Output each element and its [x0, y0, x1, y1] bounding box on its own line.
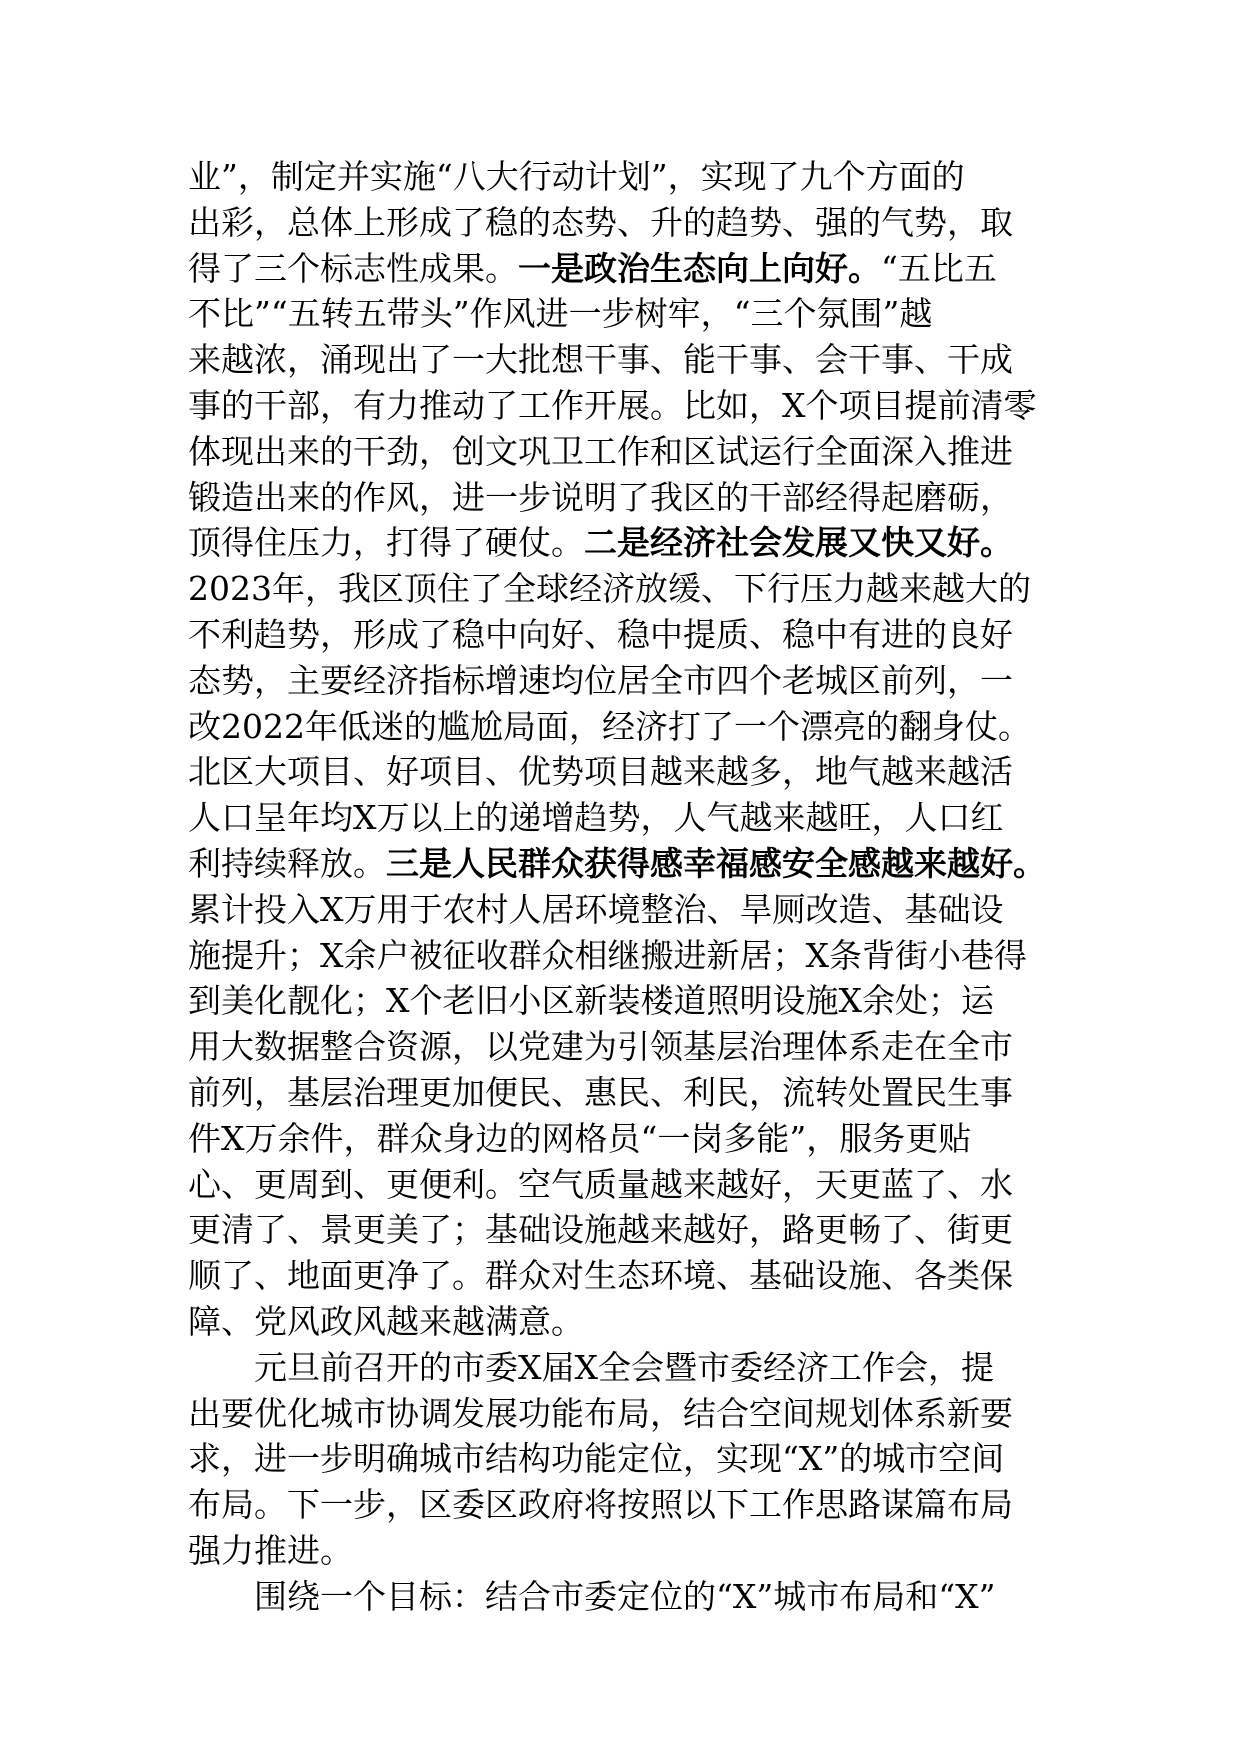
text-line — [188, 1024, 1058, 1070]
body-text-segment: 用大数据整合资源，以党建为引领基层治理体系走在全市 — [188, 1027, 1013, 1067]
body-text-segment: 元旦前召开的市委X届X全会暨市委经济工作会，提 — [254, 1347, 994, 1387]
text-line — [188, 749, 1058, 795]
bold-heading-text: 二是经济社会发展又快又好。 — [584, 523, 1013, 563]
body-text-segment: “五比五 — [881, 248, 997, 288]
text-line — [188, 887, 1058, 933]
text-line — [188, 1345, 1058, 1391]
text-line — [188, 1207, 1058, 1253]
body-text-segment: 求，进一步明确城市结构功能定位，实现“X”的城市空间 — [188, 1439, 1005, 1479]
body-text-segment: 事的干部，有力推动了工作开展。比如，X个项目提前清零 — [188, 385, 1037, 425]
text-line — [188, 978, 1058, 1024]
bold-heading-text: 三是人民群众获得感幸福感安全感越来越好。 — [386, 843, 1046, 883]
body-text-segment: 强力推进。 — [188, 1530, 353, 1570]
text-line — [188, 1528, 1058, 1574]
text-line — [188, 154, 1058, 200]
body-text-segment: 态势，主要经济指标增速均位居全市四个老城区前列，一 — [188, 660, 1013, 700]
text-line — [188, 246, 1058, 292]
text-line — [188, 658, 1058, 704]
text-line — [188, 337, 1058, 383]
text-line — [188, 291, 1058, 337]
text-line — [188, 520, 1058, 566]
text-line — [188, 1482, 1058, 1528]
text-line — [188, 612, 1058, 658]
body-text-segment: 体现出来的干劲，创文巩卫工作和区试运行全面深入推进 — [188, 431, 1013, 471]
text-line — [188, 1162, 1058, 1208]
text-line — [188, 841, 1058, 887]
body-text-segment: 不利趋势，形成了稳中向好、稳中提质、稳中有进的良好 — [188, 614, 1013, 654]
body-text-segment: 业”，制定并实施“八大行动计划”，实现了九个方面的 — [188, 157, 965, 196]
text-line — [188, 429, 1058, 475]
body-text-segment: 更清了、景更美了；基础设施越来越好，路更畅了、街更 — [188, 1210, 1013, 1250]
body-text-segment: 施提升；X余户被征收群众相继搬进新居；X条背街小巷得 — [188, 935, 1027, 975]
text-line — [188, 1116, 1058, 1162]
text-line — [188, 1436, 1058, 1482]
text-line — [188, 1070, 1058, 1116]
body-text-segment: 利持续释放。 — [188, 843, 386, 883]
body-text-segment: 改2022年低迷的尴尬局面，经济打了一个漂亮的翻身仗。 — [188, 706, 1031, 746]
text-line — [188, 1299, 1058, 1345]
body-text-segment: 得了三个标志性成果。 — [188, 248, 518, 288]
text-line — [188, 475, 1058, 521]
text-line — [188, 566, 1058, 612]
body-text-segment: 不比”“五转五带头”作风进一步树牢，“三个氛围”越 — [188, 294, 933, 334]
body-text-segment: 锻造出来的作风，进一步说明了我区的干部经得起磨砺， — [188, 477, 1013, 517]
text-line — [188, 795, 1058, 841]
body-text-segment: 顶得住压力，打得了硬仗。 — [188, 523, 584, 563]
body-text — [188, 154, 1058, 1620]
body-text-segment: 来越浓，涌现出了一大批想干事、能干事、会干事、干成 — [188, 340, 1013, 380]
text-line — [188, 933, 1058, 979]
body-text-segment: 累计投入X万用于农村人居环境整治、旱厕改造、基础设 — [188, 889, 1004, 929]
bold-heading-text: 一是政治生态向上向好。 — [518, 248, 881, 288]
body-text-segment: 心、更周到、更便利。空气质量越来越好，天更蓝了、水 — [188, 1164, 1013, 1204]
text-line — [188, 383, 1058, 429]
body-text-segment: 布局。下一步，区委区政府将按照以下工作思路谋篇布局 — [188, 1485, 1013, 1525]
body-text-segment: 围绕一个目标：结合市委定位的“X”城市布局和“X” — [254, 1576, 996, 1616]
body-text-segment: 2023年，我区顶住了全球经济放缓、下行压力越来越大的 — [188, 569, 1031, 609]
text-line — [188, 704, 1058, 750]
text-line — [188, 1253, 1058, 1299]
text-line — [188, 1574, 1058, 1620]
body-text-segment: 出彩，总体上形成了稳的态势、升的趋势、强的气势，取 — [188, 202, 1013, 242]
body-text-segment: 北区大项目、好项目、优势项目越来越多，地气越来越活 — [188, 752, 1013, 792]
body-text-segment: 前列，基层治理更加便民、惠民、利民，流转处置民生事 — [188, 1072, 1013, 1112]
body-text-segment: 件X万余件，群众身边的网格员“一岗多能”，服务更贴 — [188, 1118, 972, 1158]
body-text-segment: 人口呈年均X万以上的递增趋势，人气越来越旺，人口红 — [188, 798, 1004, 838]
text-line — [188, 1391, 1058, 1437]
body-text-segment: 出要优化城市协调发展功能布局，结合空间规划体系新要 — [188, 1393, 1013, 1433]
body-text-segment: 顺了、地面更净了。群众对生态环境、基础设施、各类保 — [188, 1256, 1013, 1296]
text-line — [188, 200, 1058, 246]
body-text-segment: 障、党风政风越来越满意。 — [188, 1301, 584, 1341]
body-text-segment: 到美化靓化；X个老旧小区新装楼道照明设施X余处；运 — [188, 981, 994, 1021]
